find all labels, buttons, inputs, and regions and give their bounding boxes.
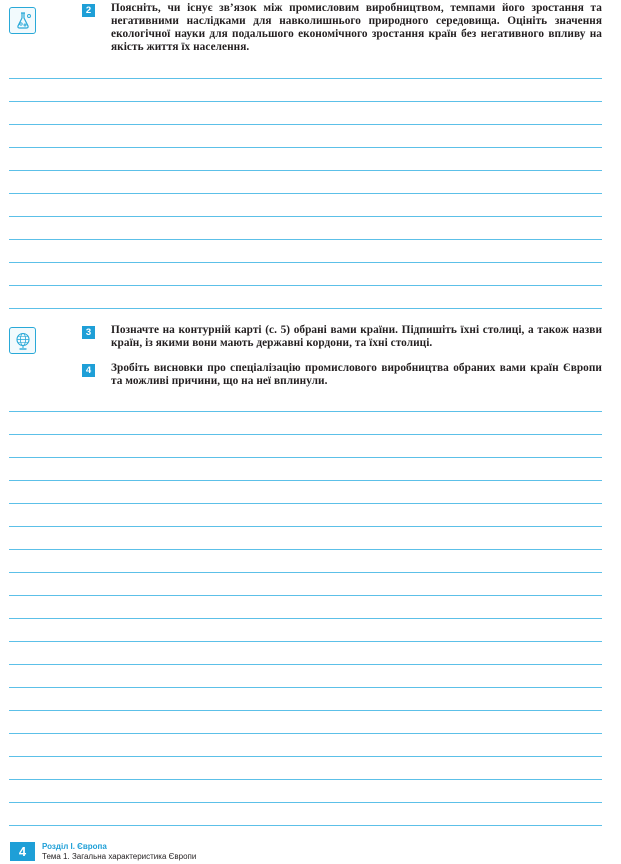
- answer-line: [9, 664, 602, 665]
- answer-line: [9, 825, 602, 826]
- answer-line: [9, 411, 602, 412]
- answer-line: [9, 618, 602, 619]
- answer-line: [9, 549, 602, 550]
- answer-line: [9, 308, 602, 309]
- footer-topic-title: Тема 1. Загальна характеристика Європи: [42, 852, 197, 861]
- research-flask-icon: [9, 7, 36, 34]
- page-number: 4: [10, 842, 35, 861]
- answer-line: [9, 239, 602, 240]
- answer-line: [9, 285, 602, 286]
- answer-line: [9, 687, 602, 688]
- task-number-badge: 3: [82, 326, 95, 339]
- task-2-text: Поясніть, чи існує зв’язок між промисловим виробництвом, темпами його зростання та негативними наслідками для навколишнього природного середовища. Оцініть значення екологічної науки для подальшого економічного зростання країн без негативного впливу на якість життя їх населення.: [111, 2, 602, 53]
- answer-line: [9, 641, 602, 642]
- task-number-badge: 2: [82, 4, 95, 17]
- answer-line: [9, 572, 602, 573]
- answer-line: [9, 193, 602, 194]
- answer-line: [9, 526, 602, 527]
- answer-line: [9, 756, 602, 757]
- answer-line: [9, 170, 602, 171]
- answer-line: [9, 101, 602, 102]
- answer-line: [9, 216, 602, 217]
- answer-line: [9, 434, 602, 435]
- answer-line: [9, 124, 602, 125]
- globe-icon: [9, 327, 36, 354]
- answer-line: [9, 262, 602, 263]
- answer-line: [9, 147, 602, 148]
- answer-line: [9, 503, 602, 504]
- answer-line: [9, 457, 602, 458]
- answer-line: [9, 733, 602, 734]
- answer-line: [9, 595, 602, 596]
- answer-line: [9, 480, 602, 481]
- answer-line: [9, 779, 602, 780]
- footer-section-title: Розділ І. Європа: [42, 842, 107, 851]
- answer-line: [9, 802, 602, 803]
- task-4-text: Зробіть висновки про спеціалізацію промислового виробництва обраних вами країн Європи та можливі причини, що на неї вплинули.: [111, 362, 602, 387]
- answer-line: [9, 78, 602, 79]
- task-3-text: Позначте на контурній карті (с. 5) обрані вами країни. Підпишіть їхні столиці, а також назви країн, із якими вони мають державні кордони, та їхні столиці.: [111, 324, 602, 349]
- answer-line: [9, 710, 602, 711]
- task-number-badge: 4: [82, 364, 95, 377]
